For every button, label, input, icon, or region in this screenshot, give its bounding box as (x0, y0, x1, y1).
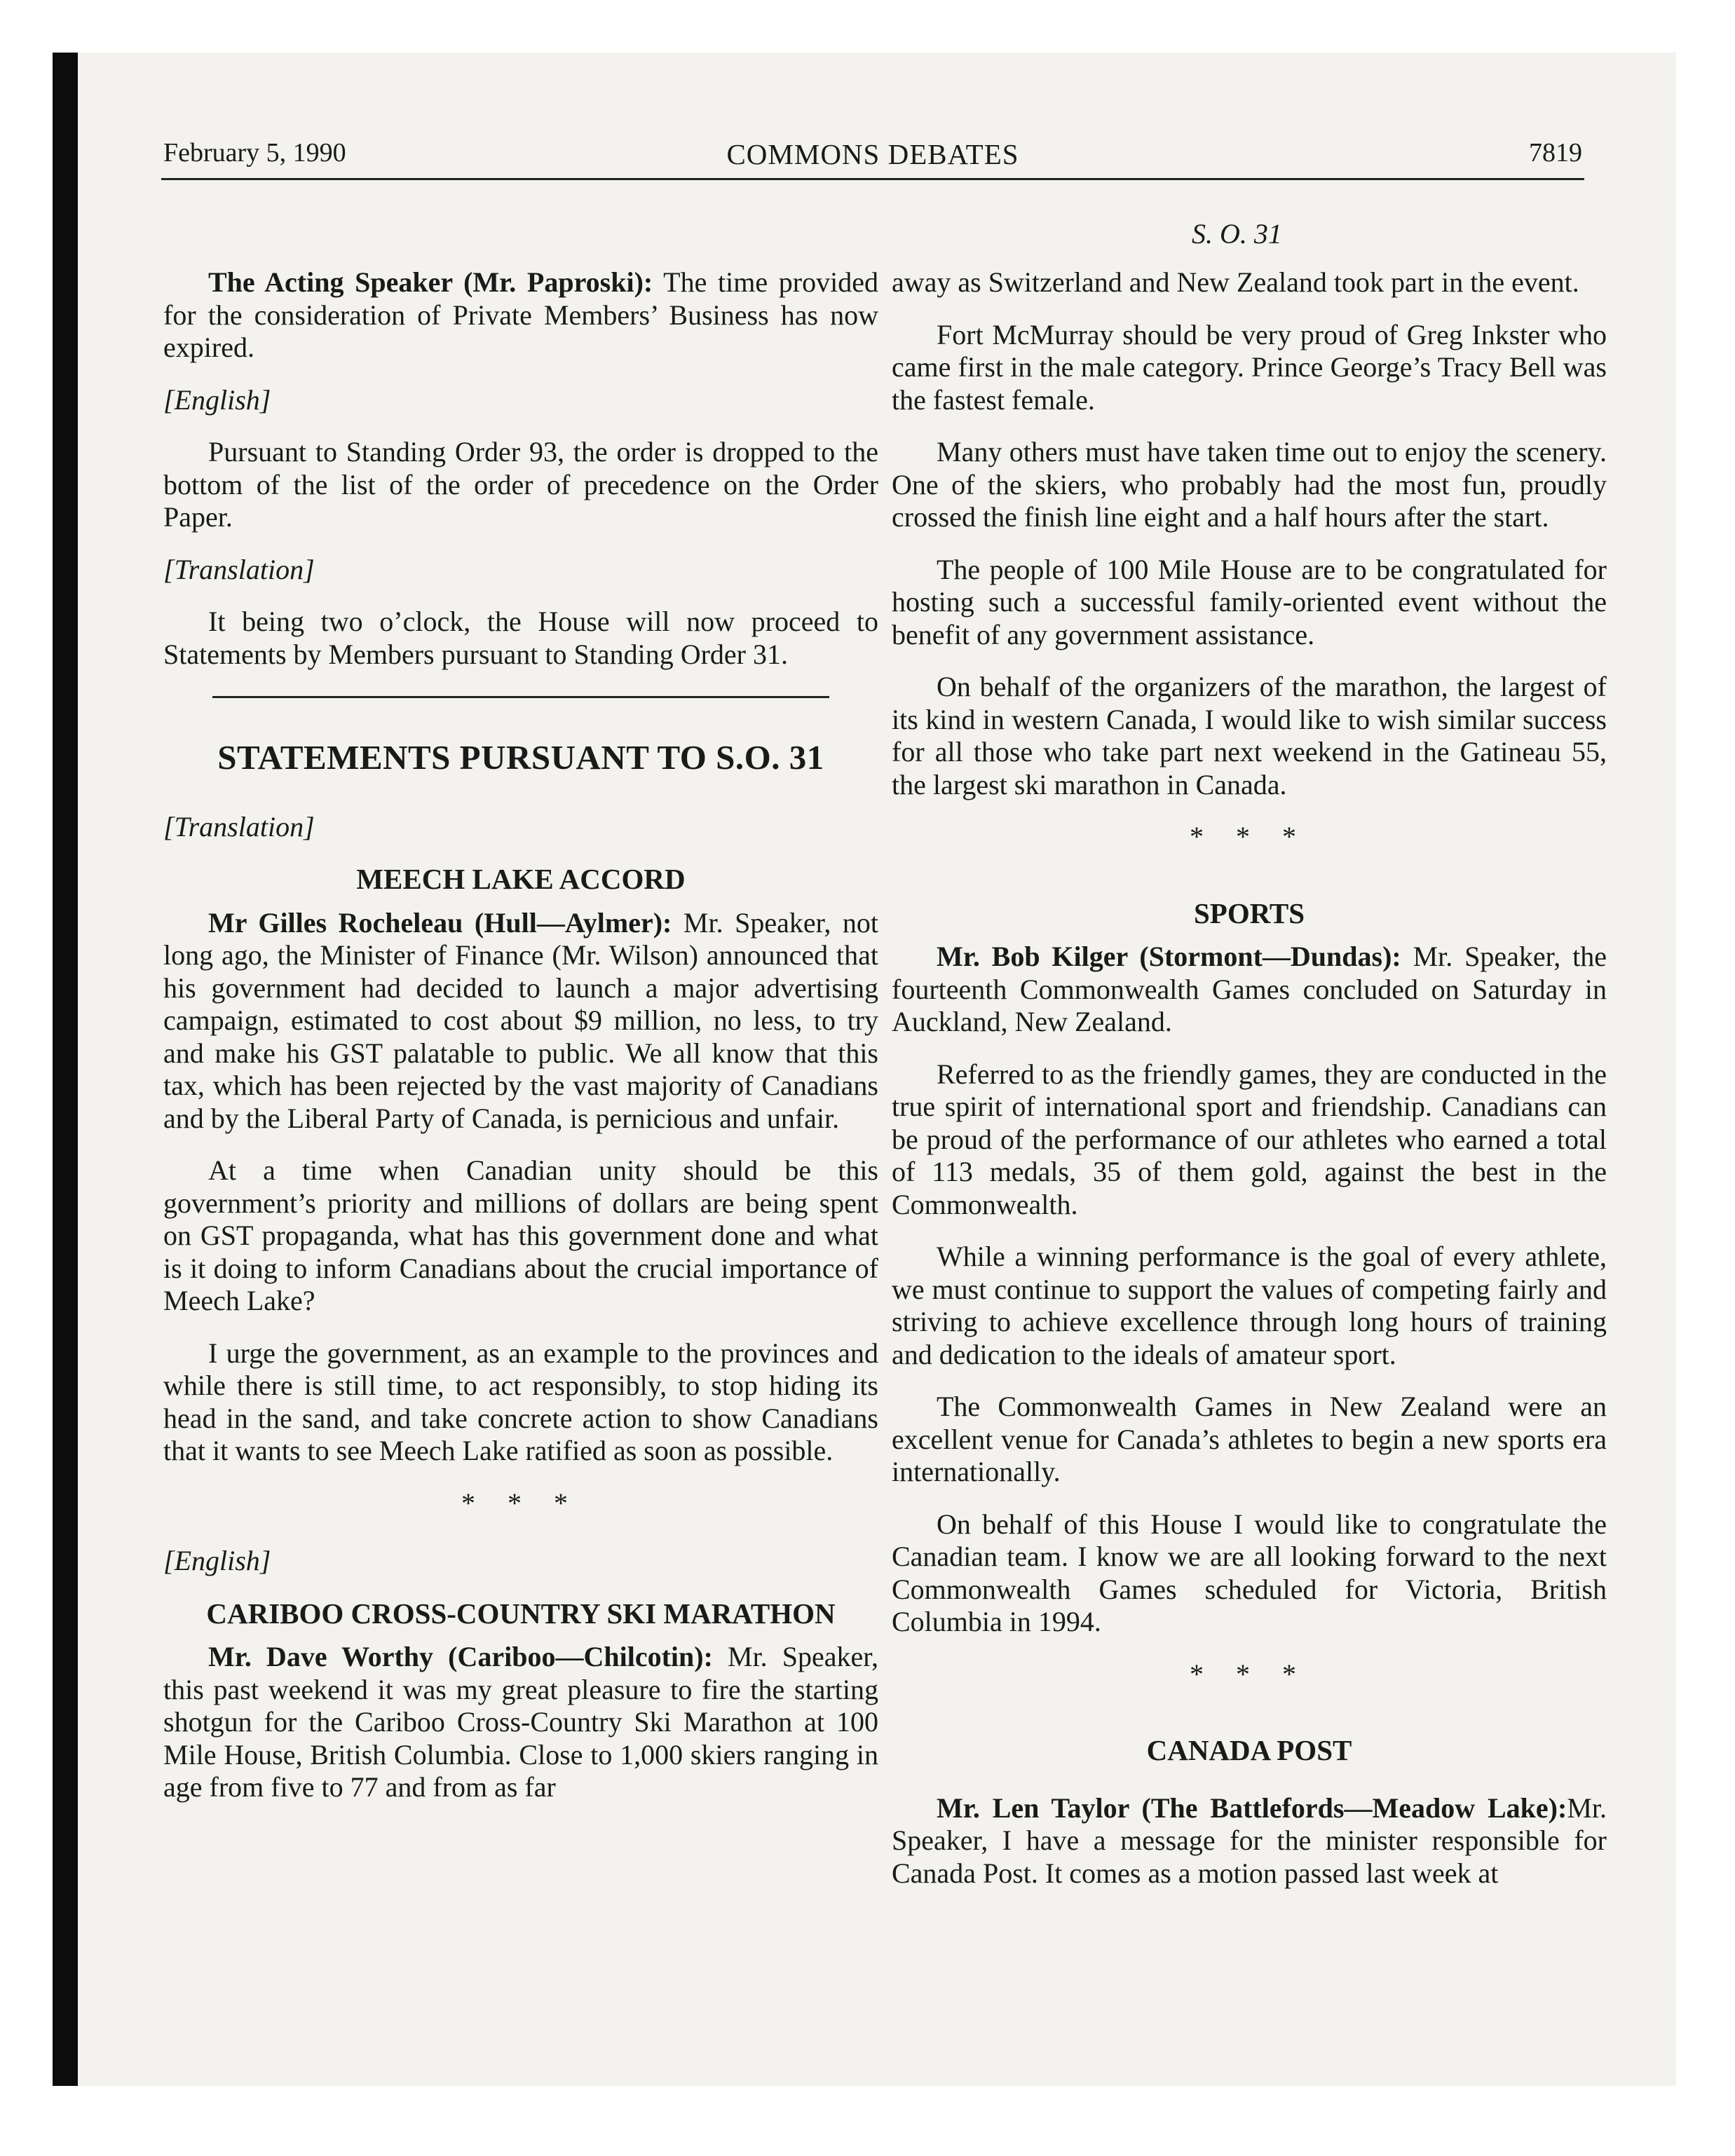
statement-heading: SPORTS (1193, 896, 1305, 929)
paragraph: At a time when Canadian unity should be this government’s priority and millions of dollars are being spent on GST propaganda, what has this government done and what is it doing to inform Canadians about the crucial importance of Meech Lake? (163, 1154, 878, 1316)
section-title: STATEMENTS PURSUANT TO S.O. 31 (217, 738, 824, 777)
paragraph: Pursuant to Standing Order 93, the order is dropped to the bottom of the list of the order of precedence on the Order Paper. (163, 436, 878, 533)
paragraph (892, 941, 1607, 1039)
statement-heading: MEECH LAKE ACCORD (356, 863, 686, 895)
header-title: COMMONS DEBATES (726, 138, 1019, 170)
header-date: February 5, 1990 (163, 138, 346, 168)
right-column (892, 266, 1607, 1909)
language-note: [English] (163, 1545, 271, 1576)
separator-stars: * * * (1190, 821, 1309, 852)
paragraph: The people of 100 Mile House are to be congratulated for hosting such a successful family-oriented event without the benefit of any government assistance. (892, 553, 1607, 650)
statement-heading: CANADA POST (1146, 1734, 1352, 1766)
paragraph: On behalf of the organizers of the marathon, the largest of its kind in western Canada, I would like to wish similar success for all those who take part next weekend in the Gatineau 55, the largest ski marathon in Canada. (892, 671, 1607, 800)
paragraph (163, 1641, 878, 1804)
speaker-name: Mr. Bob Kilger (Stormont—Dundas): (937, 941, 1401, 972)
paragraph: While a winning performance is the goal of every athlete, we must continue to support the values of competing fairly and striving to achieve excellence through long hours of training and dedication to the ideals of amateur sport. (892, 1241, 1607, 1370)
separator-stars: * * * (461, 1487, 580, 1519)
paragraph: Many others must have taken time out to enjoy the scenery. One of the skiers, who probably had the most fun, proudly crossed the finish line eight and a half hours after the start. (892, 436, 1607, 533)
header-page-number: 7819 (1529, 138, 1582, 168)
paragraph: Fort McMurray should be very proud of Greg Inkster who came first in the male category. Prince George’s Tracy Bell was the fastest female. (892, 318, 1607, 416)
page-header (163, 137, 1582, 171)
speaker-name: Mr Gilles Rocheleau (Hull—Aylmer): (208, 906, 672, 939)
paragraph-text: Mr. Speaker, the fourteenth Commonwealth Games concluded on Saturday in Auckland, New Zealand. (892, 941, 1607, 1037)
language-note: [Translation] (163, 553, 315, 585)
paragraph: away as Switzerland and New Zealand took part in the event. (892, 266, 1579, 298)
paragraph: I urge the government, as an example to the provinces and while there is still time, to act responsibly, to stop hiding its head in the sand, and take concrete action to show Canadians that it wants to see Meech Lake ratified as soon as possible. (163, 1337, 878, 1466)
paragraph: On behalf of this House I would like to congratulate the Canadian team. I know we are all looking forward to the next Commonwealth Games scheduled for Victoria, British Columbia in 1994. (892, 1508, 1607, 1637)
paragraph: Referred to as the friendly games, they are conducted in the true spirit of international sport and friendship. Canadians can be proud of the performance of our athletes who earned a total of 113 medals, 35 of them gold, against the best in the Commonwealth. (892, 1058, 1607, 1220)
language-note: [English] (163, 383, 271, 416)
language-note: [Translation] (163, 810, 315, 842)
running-head: S. O. 31 (1192, 218, 1282, 250)
paragraph (163, 266, 878, 364)
paragraph: The Commonwealth Games in New Zealand were an excellent venue for Canada’s athletes to begin a new sports era internationally. (892, 1391, 1607, 1487)
speaker-name: Mr. Dave Worthy (Cariboo—Chilcotin): (208, 1641, 713, 1672)
separator-stars: * * * (1190, 1658, 1309, 1690)
paragraph-text: Mr. Speaker, this past weekend it was my great pleasure to fire the starting shotgun for the Cariboo Cross-Country Ski Marathon at 100 Mile House, British Columbia. Close to 1,000 skiers ranging in age from five to 77 and from as far (163, 1641, 878, 1803)
paragraph (892, 1792, 1607, 1890)
paragraph-text: The time provided for the consideration of Private Members’ Business has now expired. (163, 266, 878, 363)
statement-heading: CARIBOO CROSS-COUNTRY SKI MARATHON (206, 1597, 836, 1630)
speaker-name: Mr. Len Taylor (The Battlefords—Meadow Lake): (937, 1792, 1567, 1824)
section-rule (212, 696, 829, 698)
paragraph-text: Mr. Speaker, not long ago, the Minister of Finance (Mr. Wilson) announced that his government had decided to launch a major advertising campaign, estimated to cost about $9 million, no less, to try and make his GST palatable to public. We all know that this tax, which has been rejected by the vast majority of Canadians and by the Liberal Party of Canada, is pernicious and unfair. (163, 906, 878, 1134)
paragraph (163, 907, 878, 1135)
header-rule (161, 178, 1584, 180)
left-column (163, 266, 878, 1824)
paragraph: It being two o’clock, the House will now proceed to Statements by Members pursuant to Standing Order 31. (163, 606, 878, 670)
scan-edge (53, 53, 78, 2086)
speaker-name: The Acting Speaker (Mr. Paproski): (208, 266, 653, 298)
paragraph-text: Mr. Speaker, I have a message for the minister responsible for Canada Post. It comes as a motion passed last week at (892, 1792, 1607, 1889)
